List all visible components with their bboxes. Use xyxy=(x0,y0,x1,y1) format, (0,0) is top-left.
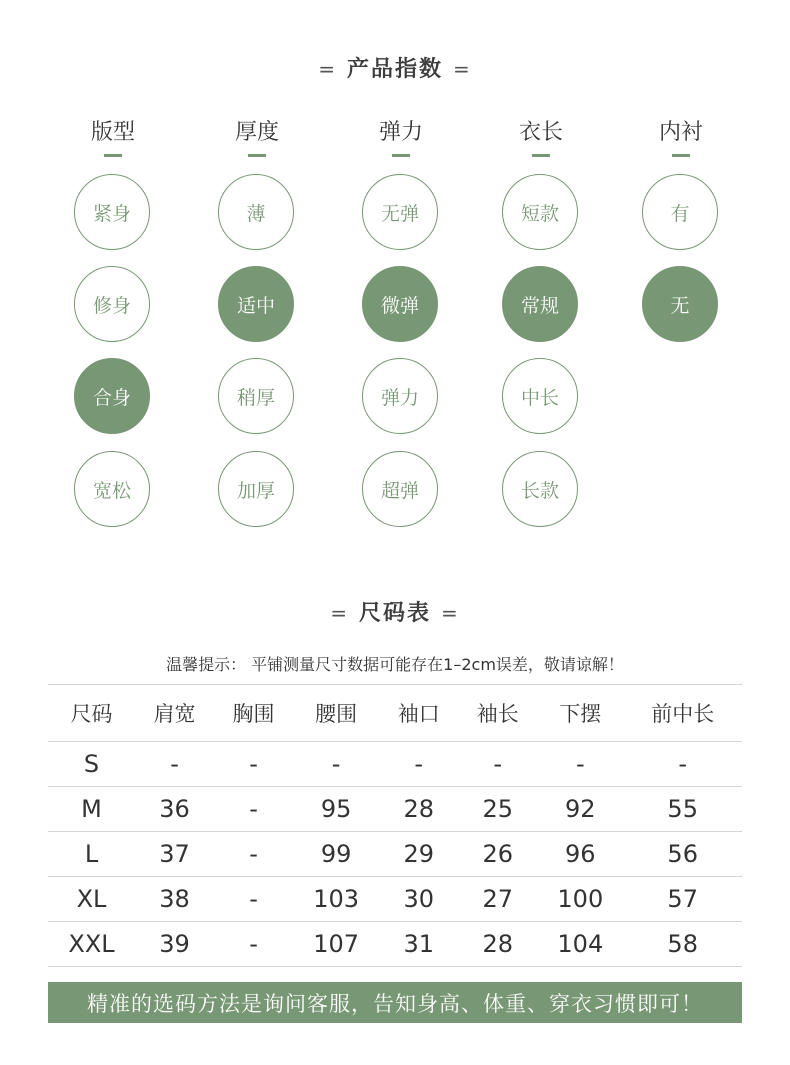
product-index-title xyxy=(0,52,790,83)
table-cell: 37 xyxy=(135,832,214,877)
table-cell: 95 xyxy=(293,787,379,832)
index-column-header: 厚度 xyxy=(234,120,279,145)
title-deco-left: = xyxy=(330,601,349,625)
table-cell: 30 xyxy=(379,877,458,922)
index-option: 中长 xyxy=(502,358,578,434)
table-cell: 39 xyxy=(135,922,214,967)
header-underline xyxy=(392,154,410,157)
title-deco-right: = xyxy=(441,601,460,625)
table-row xyxy=(48,742,742,787)
column-header: 袖口 xyxy=(379,685,458,742)
size-label-cell: XL xyxy=(48,877,135,922)
size-label-cell: L xyxy=(48,832,135,877)
column-header: 前中长 xyxy=(623,685,742,742)
table-cell: 27 xyxy=(458,877,537,922)
title-deco-right: = xyxy=(453,57,472,81)
table-cell: 99 xyxy=(293,832,379,877)
measurement-tip: 温馨提示： 平铺测量尺寸数据可能存在1–2cm误差，敬请谅解！ xyxy=(166,655,624,674)
table-cell: 28 xyxy=(458,922,537,967)
index-column-header: 版型 xyxy=(90,120,135,145)
table-cell: 58 xyxy=(623,922,742,967)
index-option: 薄 xyxy=(218,174,294,250)
size-table xyxy=(48,684,742,967)
table-cell: - xyxy=(214,922,293,967)
size-table-body xyxy=(48,742,742,967)
header-underline xyxy=(248,154,266,157)
table-cell: 28 xyxy=(379,787,458,832)
column-header: 尺码 xyxy=(48,685,135,742)
index-option: 稍厚 xyxy=(218,358,294,434)
table-cell: - xyxy=(214,787,293,832)
table-cell: - xyxy=(214,742,293,787)
table-cell: 56 xyxy=(623,832,742,877)
table-cell: 107 xyxy=(293,922,379,967)
table-cell: 38 xyxy=(135,877,214,922)
index-option: 无弹 xyxy=(362,174,438,250)
index-column-header: 衣长 xyxy=(518,120,563,145)
index-option-selected: 无 xyxy=(642,266,718,342)
index-option: 长款 xyxy=(502,451,578,527)
column-header: 肩宽 xyxy=(135,685,214,742)
table-row xyxy=(48,787,742,832)
column-header: 袖长 xyxy=(458,685,537,742)
index-column-header: 内衬 xyxy=(658,120,703,145)
table-cell: 55 xyxy=(623,787,742,832)
index-option: 紧身 xyxy=(74,174,150,250)
table-cell: - xyxy=(293,742,379,787)
table-cell: - xyxy=(623,742,742,787)
table-cell: - xyxy=(214,832,293,877)
column-header: 下摆 xyxy=(537,685,623,742)
table-cell: 104 xyxy=(537,922,623,967)
table-cell: 26 xyxy=(458,832,537,877)
table-cell: 96 xyxy=(537,832,623,877)
column-header: 腰围 xyxy=(293,685,379,742)
table-row xyxy=(48,832,742,877)
product-index-title-text: 产品指数 xyxy=(346,57,443,82)
table-cell: 25 xyxy=(458,787,537,832)
title-deco-left: = xyxy=(318,57,337,81)
index-column xyxy=(207,118,307,502)
index-option: 有 xyxy=(642,174,718,250)
table-cell: 57 xyxy=(623,877,742,922)
table-cell: 103 xyxy=(293,877,379,922)
table-row xyxy=(48,877,742,922)
table-cell: 100 xyxy=(537,877,623,922)
table-cell: 29 xyxy=(379,832,458,877)
table-cell: 31 xyxy=(379,922,458,967)
table-cell: - xyxy=(458,742,537,787)
index-option: 宽松 xyxy=(74,451,150,527)
size-chart-title-text: 尺码表 xyxy=(358,601,431,626)
table-cell: - xyxy=(379,742,458,787)
index-option: 修身 xyxy=(74,266,150,342)
table-cell: - xyxy=(537,742,623,787)
size-label-cell: S xyxy=(48,742,135,787)
index-column xyxy=(63,118,163,502)
size-table-header-row xyxy=(48,685,742,742)
size-label-cell: XXL xyxy=(48,922,135,967)
index-option: 加厚 xyxy=(218,451,294,527)
column-header: 胸围 xyxy=(214,685,293,742)
size-label-cell: M xyxy=(48,787,135,832)
index-option: 超弹 xyxy=(362,451,438,527)
index-column-header: 弹力 xyxy=(378,120,423,145)
index-option: 短款 xyxy=(502,174,578,250)
index-option-selected: 微弹 xyxy=(362,266,438,342)
index-option-selected: 适中 xyxy=(218,266,294,342)
index-column xyxy=(491,118,591,502)
index-column xyxy=(631,118,731,317)
index-option: 弹力 xyxy=(362,358,438,434)
index-column xyxy=(351,118,451,502)
index-option-selected: 合身 xyxy=(74,358,150,434)
header-underline xyxy=(672,154,690,157)
header-underline xyxy=(532,154,550,157)
table-cell: 36 xyxy=(135,787,214,832)
header-underline xyxy=(104,154,122,157)
index-option-selected: 常规 xyxy=(502,266,578,342)
size-advice-banner: 精准的选码方法是询问客服，告知身高、体重、穿衣习惯即可！ xyxy=(48,982,742,1023)
table-cell: - xyxy=(135,742,214,787)
table-cell: 92 xyxy=(537,787,623,832)
table-cell: - xyxy=(214,877,293,922)
table-row xyxy=(48,922,742,967)
size-chart-title xyxy=(0,596,790,627)
